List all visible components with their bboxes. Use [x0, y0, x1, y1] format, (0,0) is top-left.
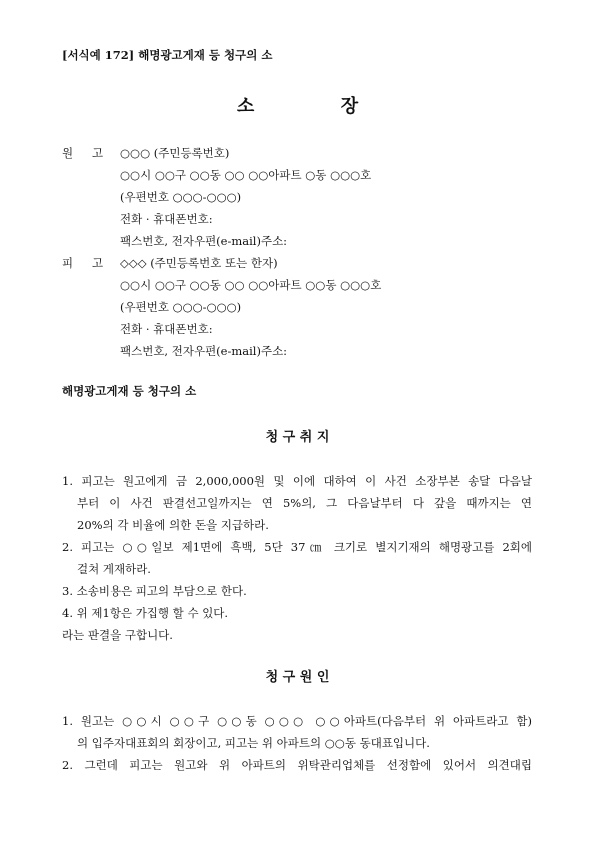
- defendant-label-a: 피: [62, 256, 74, 270]
- defendant-label-b: 고: [92, 256, 104, 270]
- defendant-address: ○○시 ○○구 ○○동 ○○ ○○아파트 ○○동 ○○○호: [120, 278, 382, 292]
- claim-purpose-closing: 라는 판결을 구합니다.: [62, 628, 173, 642]
- form-label: [서식예 172] 해명광고게재 등 청구의 소: [62, 48, 273, 62]
- defendant-fax-email: 팩스번호, 전자우편(e-mail)주소:: [120, 344, 288, 358]
- claim-purpose-item-1-line-3: 20%의 각 비율에 의한 돈을 지급하라.: [77, 518, 269, 532]
- claim-purpose-heading: 청 구 취 지: [265, 430, 330, 445]
- plaintiff-address: ○○시 ○○구 ○○동 ○○ ○○아파트 ○동 ○○○호: [120, 168, 372, 182]
- plaintiff-label-b: 고: [92, 146, 104, 160]
- claim-purpose-item-3: 3. 소송비용은 피고의 부담으로 한다.: [62, 584, 247, 598]
- defendant-phone: 전화 · 휴대폰번호:: [120, 322, 213, 336]
- plaintiff-name: ○○○ (주민등록번호): [120, 146, 230, 160]
- defendant-name: ◇◇◇ (주민등록번호 또는 한자): [120, 256, 278, 270]
- plaintiff-label-a: 원: [62, 146, 74, 160]
- plaintiff-phone: 전화 · 휴대폰번호:: [120, 212, 213, 226]
- title-left: 소: [236, 96, 255, 117]
- claim-cause-item-1-line-1: 1. 원고는 ○○시 ○○구 ○○동 ○○○ ○○아파트(다음부터 위 아파트라고 함): [62, 714, 532, 728]
- claim-purpose-item-2-line-1: 2. 피고는 ○○일보 제1면에 흑백, 5단 37㎝ 크기로 별지기재의 해명광고를 2회에: [62, 540, 532, 554]
- case-name: 해명광고게재 등 청구의 소: [62, 384, 197, 398]
- defendant-postcode: (우편번호 ○○○-○○○): [120, 300, 242, 314]
- plaintiff-postcode: (우편번호 ○○○-○○○): [120, 190, 242, 204]
- title-right: 장: [340, 96, 359, 117]
- plaintiff-fax-email: 팩스번호, 전자우편(e-mail)주소:: [120, 234, 288, 248]
- claim-purpose-item-2-line-2: 걸쳐 게재하라.: [77, 562, 151, 576]
- claim-cause-item-1-line-2: 의 입주자대표회의 회장이고, 피고는 위 아파트의 ○○동 동대표입니다.: [77, 736, 430, 750]
- claim-purpose-item-4: 4. 위 제1항은 가집행 할 수 있다.: [62, 606, 229, 620]
- claim-purpose-item-1-line-1: 1. 피고는 원고에게 금 2,000,000원 및 이에 대하여 이 사건 소장부본 송달 다음날: [62, 474, 532, 488]
- document-title: [0, 96, 595, 118]
- claim-cause-item-2-line-1: 2. 그런데 피고는 원고와 위 아파트의 위탁관리업체를 선정함에 있어서 의견대립: [62, 758, 532, 772]
- claim-cause-heading: 청 구 원 인: [265, 670, 330, 685]
- claim-purpose-item-1-line-2: 부터 이 사건 판결선고일까지는 연 5%의, 그 다음날부터 다 갚을 때까지는 연: [77, 496, 532, 510]
